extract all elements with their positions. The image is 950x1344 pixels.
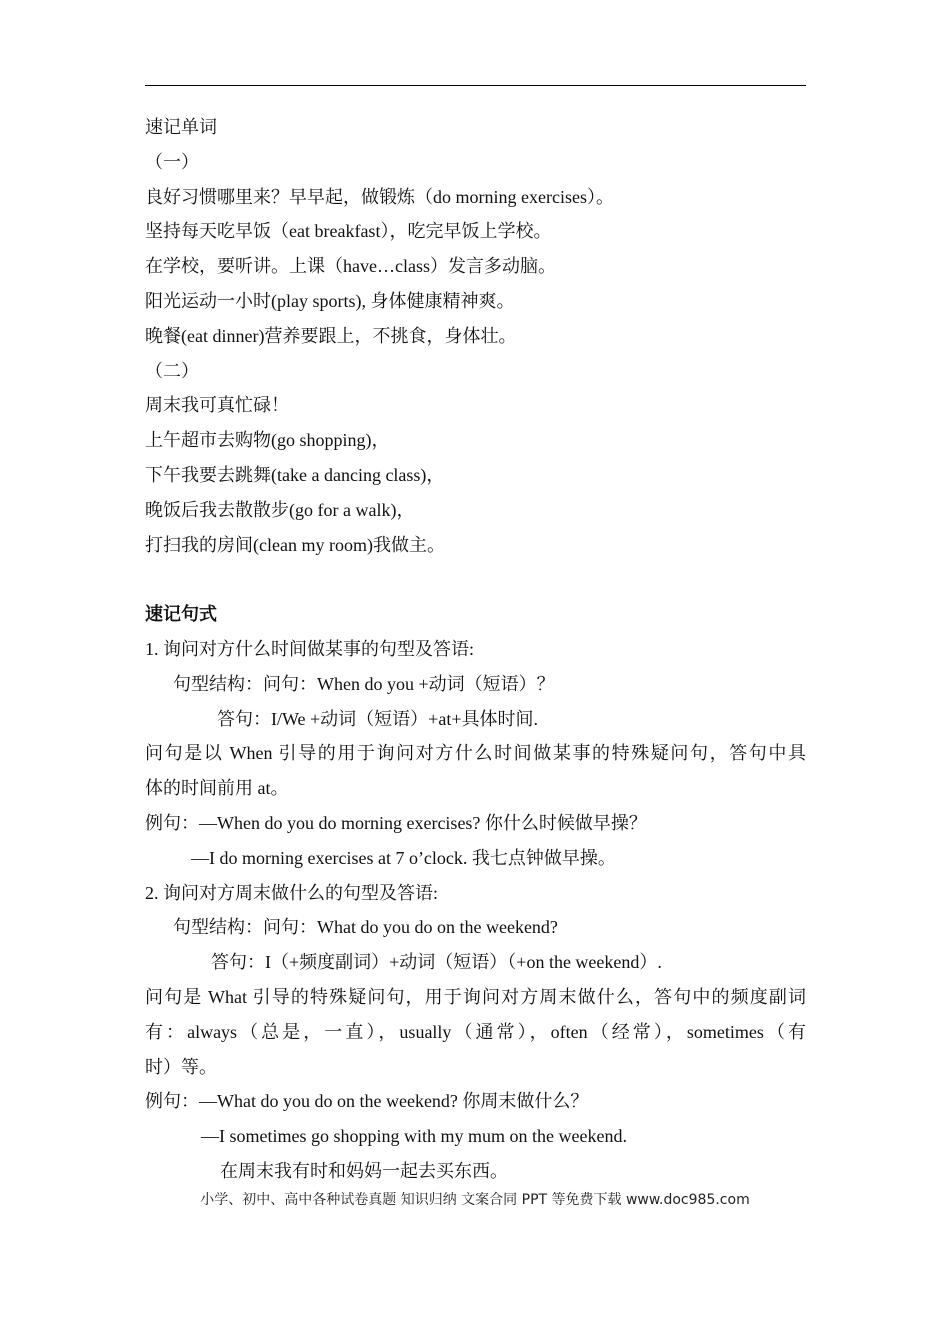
part-label-one: （一） xyxy=(145,151,199,172)
item1-explanation-cont: 体的时间前用 at。 xyxy=(145,778,289,799)
rhyme-line: 晚饭后我去散散步(go for a walk)， xyxy=(145,499,415,520)
rhyme-line: 晚餐(eat dinner)营养要跟上，不挑食，身体壮。 xyxy=(145,325,517,346)
item2-example-answer: —I sometimes go shopping with my mum on the weekend. xyxy=(201,1126,627,1147)
document-body xyxy=(145,110,806,1189)
rhyme-line: 打扫我的房间(clean my room)我做主。 xyxy=(145,534,445,555)
item1-structure-answer: 答句：I/We +动词（短语）+at+具体时间. xyxy=(217,708,538,729)
item2-example-question: 例句：—What do you do on the weekend? 你周末做什么？ xyxy=(145,1091,589,1112)
item2-example-translation: 在周末我有时和妈妈一起去买东西。 xyxy=(220,1160,508,1181)
section-title-sentences: 速记句式 xyxy=(145,604,217,625)
item2-heading: 2. 询问对方周末做什么的句型及答语: xyxy=(145,882,438,903)
rhyme-line: 周末我可真忙碌！ xyxy=(145,395,289,416)
header-rule xyxy=(145,85,806,86)
item1-heading: 1. 询问对方什么时间做某事的句型及答语: xyxy=(145,638,474,659)
item2-structure-answer: 答句：I（+频度副词）+动词（短语）（+on the weekend）. xyxy=(211,952,662,973)
item1-structure-question: 句型结构：问句：When do you +动词（短语）？ xyxy=(173,673,555,694)
section-title-vocabulary: 速记单词 xyxy=(145,117,217,137)
rhyme-line: 下午我要去跳舞(take a dancing class)， xyxy=(145,464,445,485)
rhyme-line: 上午超市去购物(go shopping)， xyxy=(145,430,390,451)
item2-explanation-cont: 有：always（总是，一直），usually（通常），often（经常），sometimes（有 xyxy=(145,1021,806,1042)
rhyme-line: 坚持每天吃早饭（eat breakfast），吃完早饭上学校。 xyxy=(145,221,552,242)
item2-explanation: 问句是 What 引导的特殊疑问句，用于询问对方周末做什么，答句中的频度副词 xyxy=(145,986,806,1007)
rhyme-line: 阳光运动一小时(play sports), 身体健康精神爽。 xyxy=(145,290,515,311)
item1-explanation: 问句是以 When 引导的用于询问对方什么时间做某事的特殊疑问句，答句中具 xyxy=(145,743,806,764)
footer-text: 小学、初中、高中各种试卷真题 知识归纳 文案合同 PPT 等免费下载 www.doc985.com xyxy=(200,1192,750,1208)
rhyme-line: 良好习惯哪里来？早早起，做锻炼（do morning exercises）。 xyxy=(145,186,614,207)
rhyme-line: 在学校，要听讲。上课（have…class）发言多动脑。 xyxy=(145,256,556,277)
item1-example-answer: —I do morning exercises at 7 o’clock. 我七点钟做早操。 xyxy=(191,847,616,868)
spacer xyxy=(145,562,806,597)
part-label-two: （二） xyxy=(145,360,199,381)
item2-structure-question: 句型结构：问句：What do you do on the weekend? xyxy=(173,917,558,938)
item1-example-question: 例句：—When do you do morning exercises? 你什么时候做早操？ xyxy=(145,812,647,833)
item2-explanation-end: 时）等。 xyxy=(145,1056,217,1077)
